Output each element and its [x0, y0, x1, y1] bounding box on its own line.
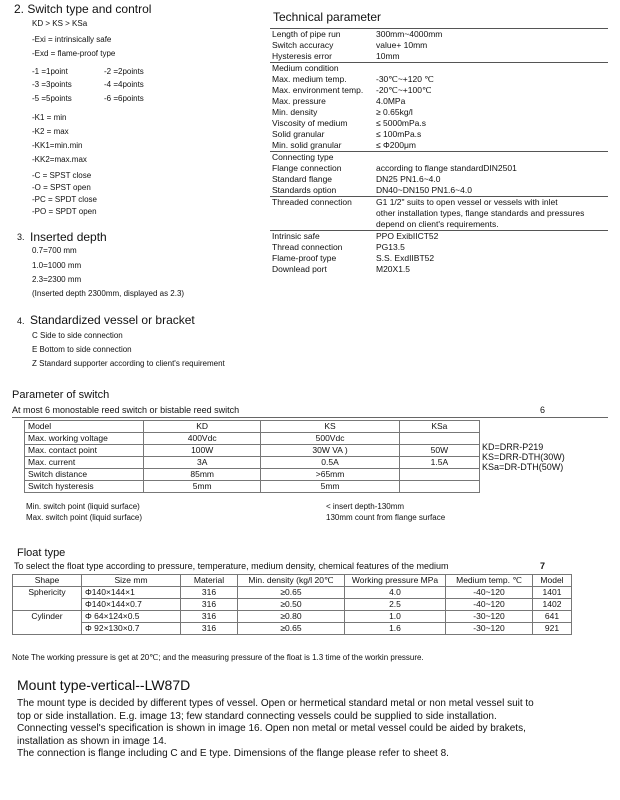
tech-row [270, 29, 608, 41]
float-cell [13, 623, 82, 635]
switch-cell: 30W VA ) [261, 445, 399, 457]
tech-value: other installation types, flange standards and pressures [376, 208, 585, 218]
tech-value: PG13.5 [376, 242, 405, 252]
max-switch-label: Max. switch point (liquid surface) [26, 513, 143, 522]
tech-key: Standard flange [272, 174, 333, 184]
switch-row [25, 433, 480, 445]
tech-key: Connecting type [270, 152, 374, 164]
float-cell: Sphericity [13, 587, 82, 599]
header-cell: Model [25, 421, 144, 433]
min-switch-value: < insert depth-130mm [326, 502, 405, 511]
switch-row [25, 481, 480, 493]
depth-note: (Inserted depth 2300mm, displayed as 2.3) [32, 289, 185, 298]
switch-cell: 5mm [261, 481, 399, 493]
float-cell: 641 [533, 611, 572, 623]
contact-line: -C = SPST close [32, 171, 92, 180]
tech-row [270, 242, 608, 253]
switch-row [25, 469, 480, 481]
tech-key: Flame-proof type [272, 253, 337, 263]
float-cell: 316 [181, 623, 238, 635]
tech-row [270, 107, 608, 118]
priority-line: KD > KS > KSa [32, 19, 88, 28]
tech-value: value+ 10mm [376, 40, 428, 50]
switch-cell: 1.5A [399, 457, 479, 469]
switch-cell: Max. working voltage [25, 433, 144, 445]
float-cell: ≥0.80 [238, 611, 345, 623]
max-switch-value: 130mm count from flange surface [326, 513, 446, 522]
points-item: -5 =5points [32, 94, 72, 103]
tech-value: ≤ Φ200μm [376, 140, 416, 150]
model-legend-line: KS=DRR-DTH(30W) [482, 452, 565, 462]
model-legend-line: KD=DRR-P219 [482, 442, 544, 452]
tech-value: -20℃~+100℃ [376, 85, 432, 95]
tech-row [270, 219, 608, 231]
tech-value: according to flange standardDIN2501 [376, 163, 517, 173]
contact-line: -PC = SPDT close [32, 195, 97, 204]
tech-row [270, 185, 608, 197]
switch-table [24, 420, 480, 493]
switch-row [25, 457, 480, 469]
tech-row [270, 253, 608, 264]
tech-key: Max. environment temp. [272, 85, 364, 95]
tech-key: Downlead port [272, 264, 327, 274]
float-cell: Φ 64×124×0.5 [82, 611, 181, 623]
float-row [13, 611, 572, 623]
float-row [13, 587, 572, 599]
float-subtitle-number: 7 [540, 561, 546, 571]
float-cell: ≥0.65 [238, 587, 345, 599]
k-line: -K1 = min [32, 113, 67, 122]
section-2-title: 2. Switch type and control [14, 2, 152, 16]
tech-key: Hysteresis error [272, 51, 332, 61]
header-cell: Min. density (kg/l 20℃ [238, 575, 345, 587]
tech-value: S.S. ExdIIBT52 [376, 253, 435, 263]
model-legend-line: KSa=DR-DTH(50W) [482, 462, 564, 472]
switch-header-row [25, 421, 480, 433]
float-table [12, 574, 572, 635]
tech-value [374, 152, 608, 164]
float-cell: 2.5 [345, 599, 446, 611]
float-cell: 316 [181, 599, 238, 611]
float-cell: ≥0.50 [238, 599, 345, 611]
switch-cell: 0.5A [261, 457, 399, 469]
points-item: -1 =1point [32, 67, 68, 76]
switch-cell [399, 469, 479, 481]
switch-cell: 500Vdc [261, 433, 399, 445]
mount-line: installation as shown in image 14. [17, 735, 167, 747]
tech-row [270, 163, 608, 174]
mount-line: The mount type is decided by different types of vessel. Open or hermetical standard metal or non metal vessel suit to [17, 698, 534, 709]
float-title: Float type [17, 547, 66, 559]
tech-row [270, 96, 608, 107]
tech-key: Medium condition [270, 63, 374, 75]
tech-row [270, 264, 608, 275]
tech-value: depend on client's requirements. [376, 219, 499, 229]
float-note: Note The working pressure is get at 20℃; and the measuring pressure of the float is 1.3 time of the workin pressure. [12, 653, 424, 662]
tech-row [270, 208, 608, 219]
float-cell: Φ 92×130×0.7 [82, 623, 181, 635]
section-3-title: Inserted depth [30, 230, 107, 244]
tech-key [270, 219, 374, 231]
header-cell: KSa [399, 421, 479, 433]
mount-title: Mount type-vertical--LW87D [17, 677, 191, 693]
vessel-line: E Bottom to side connection [32, 345, 132, 354]
tech-value: ≤ 5000mPa.s [376, 118, 427, 128]
section-3-number: 3. [17, 232, 25, 242]
float-header-row [13, 575, 572, 587]
tech-key [270, 208, 374, 219]
header-cell: Model [533, 575, 572, 587]
float-cell: 316 [181, 611, 238, 623]
tech-row [270, 231, 608, 243]
tech-value: M20X1.5 [376, 264, 411, 274]
switch-cell: 400Vdc [144, 433, 261, 445]
switch-cell: 100W [144, 445, 261, 457]
tech-value: ≥ 0.65kg/l [376, 107, 413, 117]
header-cell: KS [261, 421, 399, 433]
switch-row [25, 445, 480, 457]
tech-row [270, 74, 608, 85]
vessel-line: C Side to side connection [32, 331, 123, 340]
float-cell: ≥0.65 [238, 623, 345, 635]
contact-line: -O = SPST open [32, 183, 91, 192]
float-cell: 1402 [533, 599, 572, 611]
tech-row [270, 118, 608, 129]
points-item: -3 =3points [32, 80, 72, 89]
switch-rule [12, 417, 608, 418]
tech-key: Min. density [272, 107, 318, 117]
tech-value: 4.0MPa [376, 96, 406, 106]
header-cell: Medium temp. ℃ [446, 575, 533, 587]
section-4-number: 4. [17, 316, 25, 326]
switch-cell: Max. current [25, 457, 144, 469]
float-cell: -40~120 [446, 587, 533, 599]
tech-row [270, 51, 608, 63]
tech-value: ≤ 100mPa.s [376, 129, 422, 139]
mount-paragraph [17, 698, 534, 761]
depth-line: 1.0=1000 mm [32, 261, 82, 270]
tech-value: 10mm [376, 51, 400, 61]
k-line: -K2 = max [32, 127, 69, 136]
float-cell [13, 599, 82, 611]
tech-row [270, 63, 608, 75]
switch-cell: Switch distance [25, 469, 144, 481]
float-row [13, 623, 572, 635]
tech-key: Min. solid granular [272, 140, 342, 150]
header-cell: Size mm [82, 575, 181, 587]
mount-line: Connecting vessel's specification is shown in image 16. Open non metal or metal vessel could be aided by brakets, [17, 723, 526, 734]
switch-title: Parameter of switch [12, 389, 110, 401]
exd-line: -Exd = flame-proof type [32, 49, 116, 58]
switch-cell: Switch hysteresis [25, 481, 144, 493]
float-cell: -30~120 [446, 611, 533, 623]
switch-cell: 50W [399, 445, 479, 457]
k-line: -KK2=max.max [32, 155, 87, 164]
switch-cell: Max. contact point [25, 445, 144, 457]
tech-value: -30℃~+120 ℃ [376, 74, 434, 84]
switch-cell: 3A [144, 457, 261, 469]
float-cell: 921 [533, 623, 572, 635]
header-cell: Working pressure MPa [345, 575, 446, 587]
switch-cell: 85mm [144, 469, 261, 481]
mount-line: top or side installation. E.g. image 13; few standard connecting vessels could be supplied to side installation. [17, 710, 497, 722]
tech-row [270, 197, 608, 209]
points-item: -6 =6points [104, 94, 144, 103]
contact-line: -PO = SPDT open [32, 207, 97, 216]
header-cell: KD [144, 421, 261, 433]
float-cell: 4.0 [345, 587, 446, 599]
min-switch-label: Min. switch point (liquid surface) [26, 502, 140, 511]
mount-line: The connection is flange including C and E type. Dimensions of the flange please refer to sheet 8. [17, 748, 449, 759]
switch-cell [399, 481, 479, 493]
tech-value: 300mm~4000mm [374, 29, 608, 41]
tech-key: Flange connection [272, 163, 342, 173]
tech-row [270, 174, 608, 185]
switch-cell: >65mm [261, 469, 399, 481]
tech-value: PPO ExibIICT52 [374, 231, 608, 243]
float-subtitle: To select the float type according to pressure, temperature, medium density, chemical features of the medium [14, 561, 449, 571]
tech-key: Viscosity of medium [272, 118, 348, 128]
float-row [13, 599, 572, 611]
tech-row [270, 140, 608, 152]
tech-title: Technical parameter [273, 10, 382, 24]
vessel-line: Z Standard supporter according to client's requirement [32, 359, 225, 368]
exi-line: -Exi = intrinsically safe [32, 35, 112, 44]
tech-row [270, 152, 608, 164]
header-cell: Shape [13, 575, 82, 587]
depth-line: 2.3=2300 mm [32, 275, 82, 284]
tech-row [270, 129, 608, 140]
points-item: -4 =4points [104, 80, 144, 89]
float-cell: 1401 [533, 587, 572, 599]
header-cell: Material [181, 575, 238, 587]
tech-row [270, 85, 608, 96]
switch-subtitle-number: 6 [540, 405, 546, 415]
tech-key: Solid granular [272, 129, 325, 139]
k-line: -KK1=min.min [32, 141, 83, 150]
tech-row [270, 40, 608, 51]
depth-line: 0.7=700 mm [32, 246, 77, 255]
float-cell: Φ140×144×0.7 [82, 599, 181, 611]
tech-value [374, 63, 608, 75]
tech-key: Intrinsic safe [270, 231, 374, 243]
section-4-title: Standardized vessel or bracket [30, 313, 195, 327]
tech-key: Switch accuracy [272, 40, 334, 50]
float-cell: -40~120 [446, 599, 533, 611]
switch-subtitle: At most 6 monostable reed switch or bistable reed switch [12, 405, 240, 415]
float-cell: -30~120 [446, 623, 533, 635]
tech-key: Threaded connection [270, 197, 374, 209]
switch-cell [399, 433, 479, 445]
tech-value: DN25 PN1.6~4.0 [376, 174, 441, 184]
tech-value: G1 1/2" suits to open vessel or vessels with inlet [374, 197, 608, 209]
switch-cell: 5mm [144, 481, 261, 493]
float-cell: 1.0 [345, 611, 446, 623]
tech-key: Standards option [272, 185, 337, 195]
tech-key: Thread connection [272, 242, 343, 252]
tech-value: DN40~DN150 PN1.6~4.0 [376, 185, 472, 195]
tech-key: Max. pressure [272, 96, 326, 106]
float-cell: Cylinder [13, 611, 82, 623]
points-item: -2 =2points [104, 67, 144, 76]
float-cell: Φ140×144×1 [82, 587, 181, 599]
tech-parameter-table [270, 28, 608, 275]
tech-key: Max. medium temp. [272, 74, 347, 84]
float-cell: 1.6 [345, 623, 446, 635]
model-legend [482, 442, 565, 472]
float-cell: 316 [181, 587, 238, 599]
tech-key: Length of pipe run [270, 29, 374, 41]
